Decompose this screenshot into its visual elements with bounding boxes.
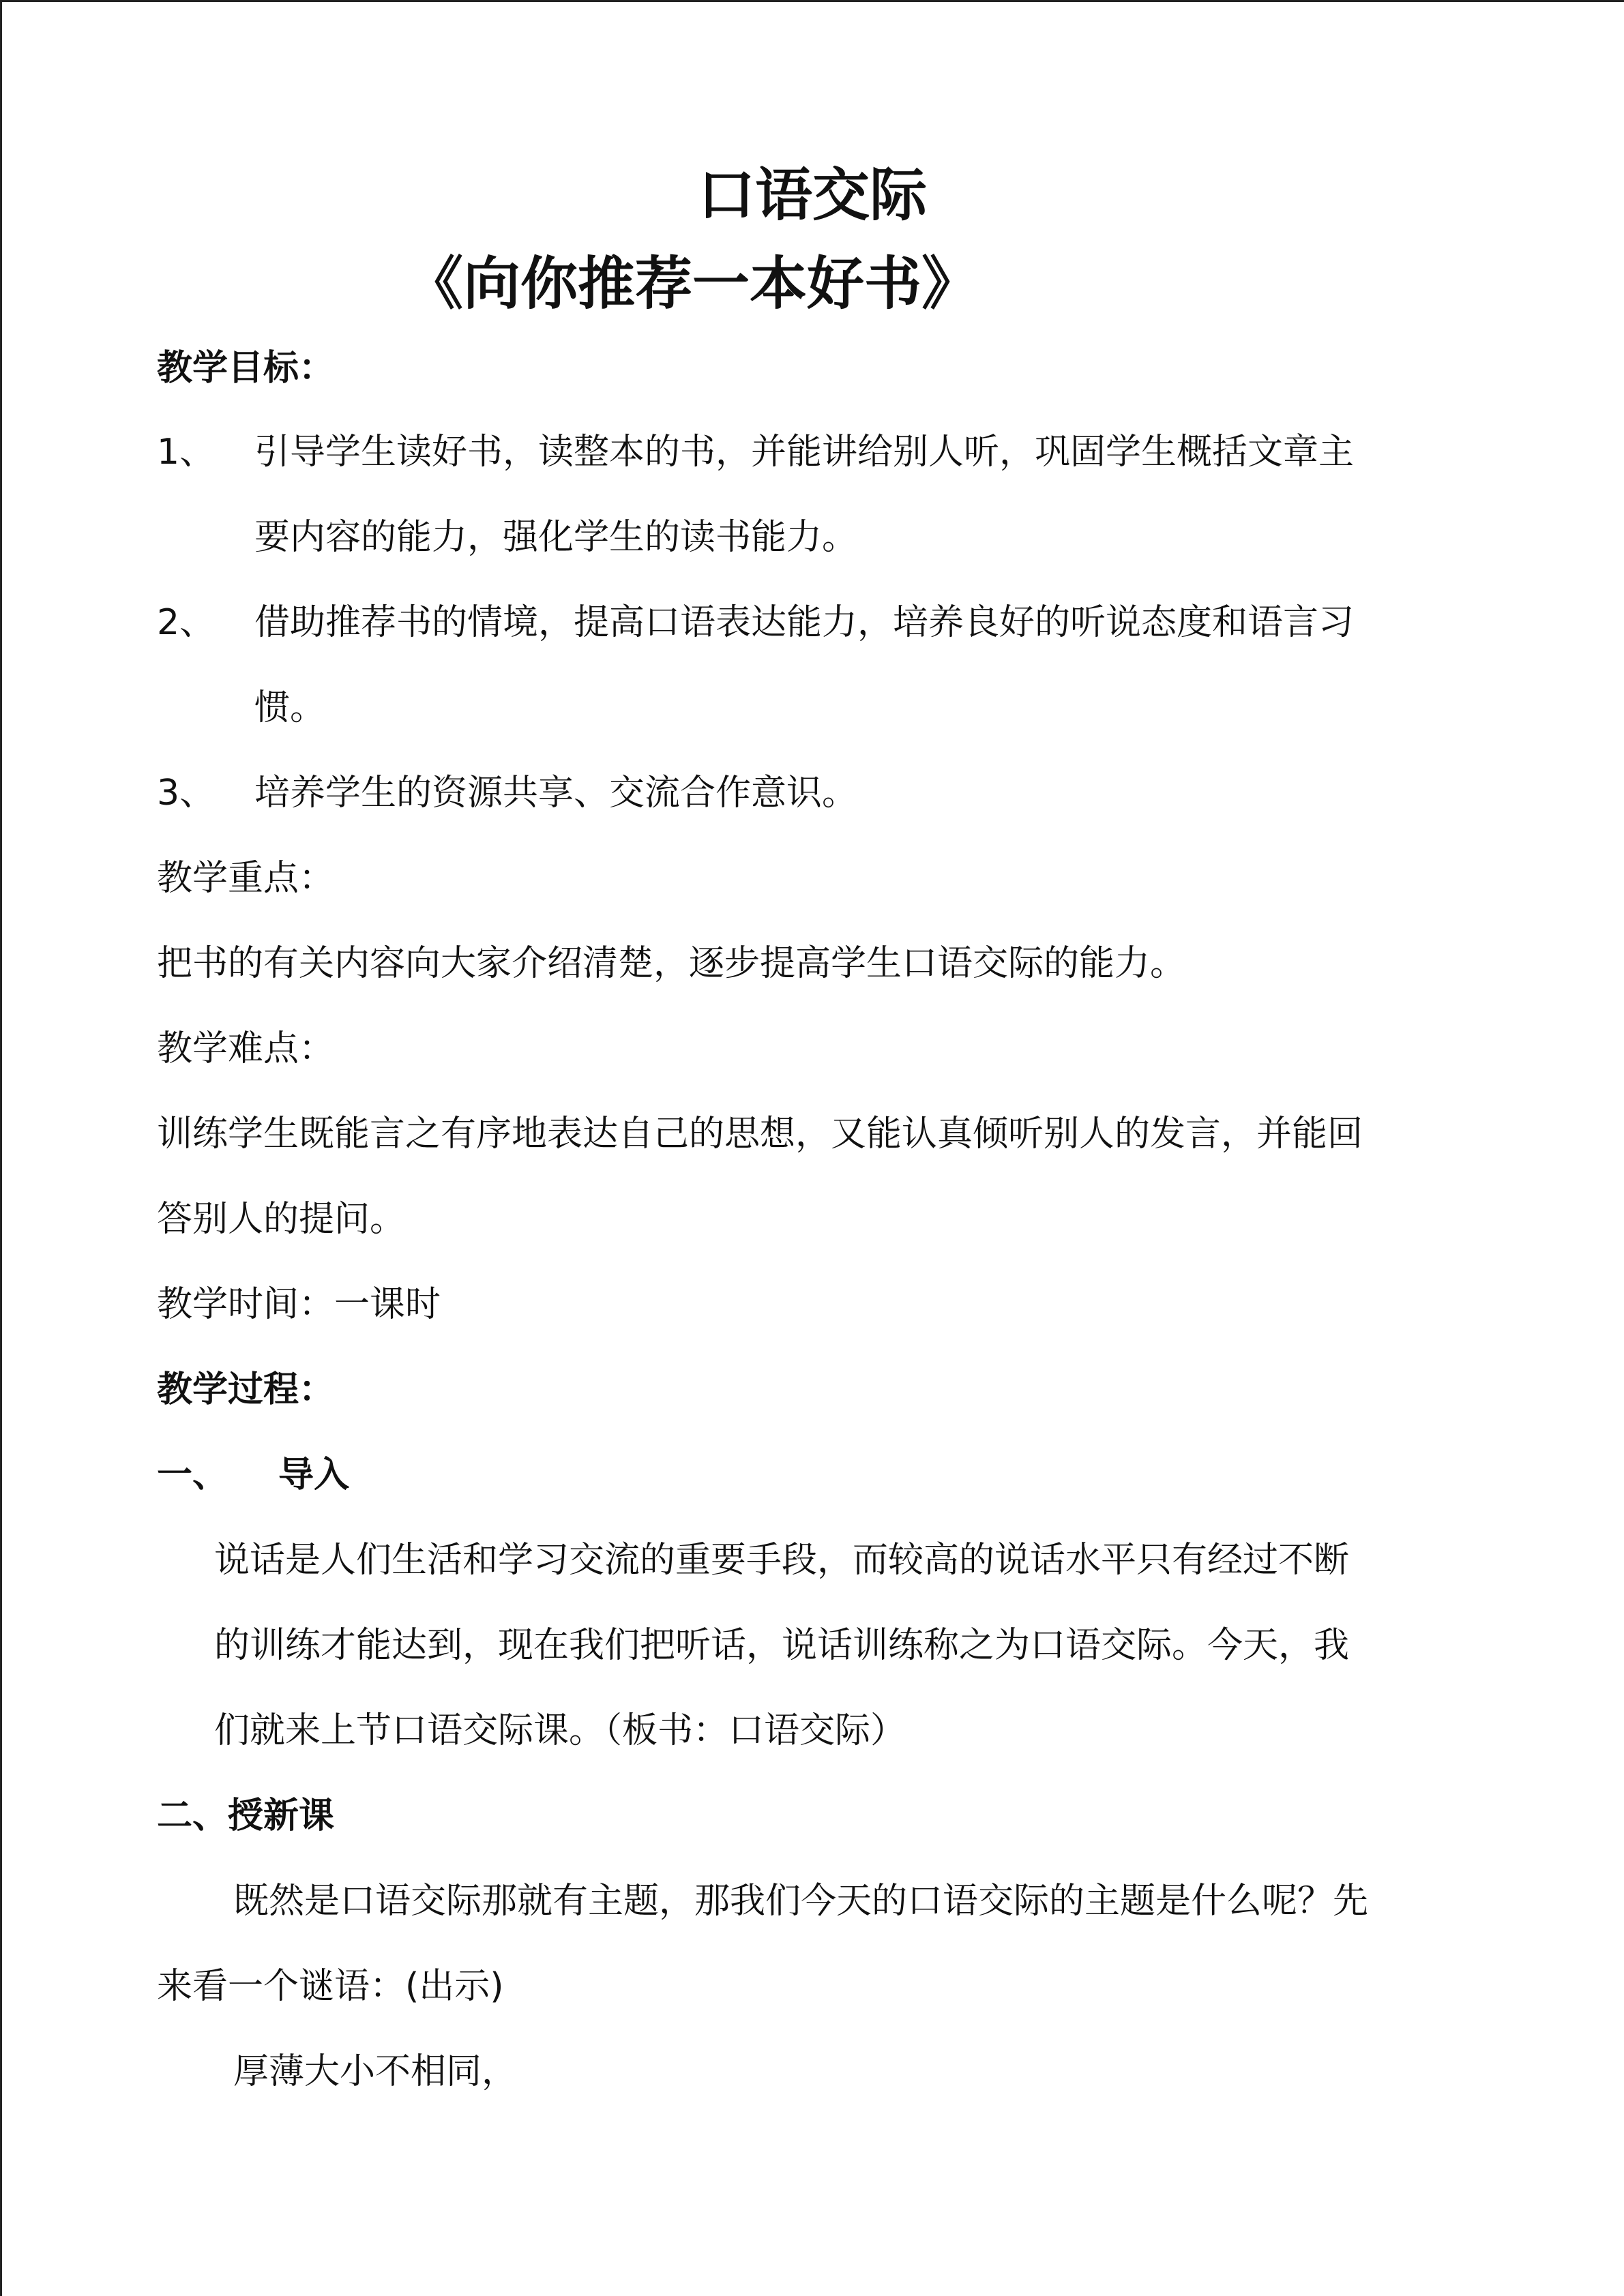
- objective-1-line-1: 引导学生读好书，读整本的书，并能讲给别人听，巩固学生概括文章主: [254, 432, 1355, 473]
- process-heading: 教学过程：: [157, 1369, 335, 1410]
- difficulty-heading: 教学难点：: [157, 1028, 335, 1069]
- difficulty-line-1: 训练学生既能言之有序地表达自己的思想，又能认真倾听别人的发言，并能回: [157, 1114, 1363, 1154]
- difficulty-line-2: 答别人的提问。: [157, 1199, 406, 1240]
- section-1-title: 导入: [278, 1455, 350, 1495]
- objective-3-line-1: 培养学生的资源共享、交流合作意识。: [254, 773, 858, 814]
- section-2-title: 二、授新课: [157, 1795, 335, 1836]
- teaching-time: 教学时间：一课时: [157, 1284, 441, 1325]
- section-1-line-1: 说话是人们生活和学习交流的重要手段，而较高的说话水平只有经过不断: [214, 1540, 1350, 1581]
- section-2-line-2: 来看一个谜语：(出示): [157, 1966, 504, 2007]
- key-point-text: 把书的有关内容向大家介绍清楚，逐步提高学生口语交际的能力。: [157, 943, 1186, 984]
- objective-3-number: 3、: [157, 773, 216, 814]
- section-1-line-2: 的训练才能达到，现在我们把听话，说话训练称之为口语交际。今天，我: [214, 1625, 1350, 1666]
- section-1-line-3: 们就来上节口语交际课。（板书：口语交际）: [214, 1710, 906, 1751]
- objective-1-line-2: 要内容的能力，强化学生的读书能力。: [254, 517, 858, 558]
- objective-2-number: 2、: [157, 602, 216, 643]
- key-point-heading: 教学重点：: [157, 858, 335, 899]
- document-title: 口语交际: [698, 162, 928, 228]
- section-2-line-1: 既然是口语交际那就有主题，那我们今天的口语交际的主题是什么呢？先: [233, 1881, 1369, 1922]
- document-subtitle: 《向你推荐一本好书》: [406, 250, 979, 317]
- section-2-line-3: 厚薄大小不相同，: [233, 2051, 518, 2092]
- objective-2-line-1: 借助推荐书的情境，提高口语表达能力，培养良好的听说态度和语言习: [254, 602, 1355, 643]
- objective-2-line-2: 惯。: [254, 687, 326, 728]
- objective-1-number: 1、: [157, 432, 216, 473]
- objectives-heading: 教学目标：: [157, 348, 335, 389]
- section-1-number: 一、: [157, 1455, 228, 1495]
